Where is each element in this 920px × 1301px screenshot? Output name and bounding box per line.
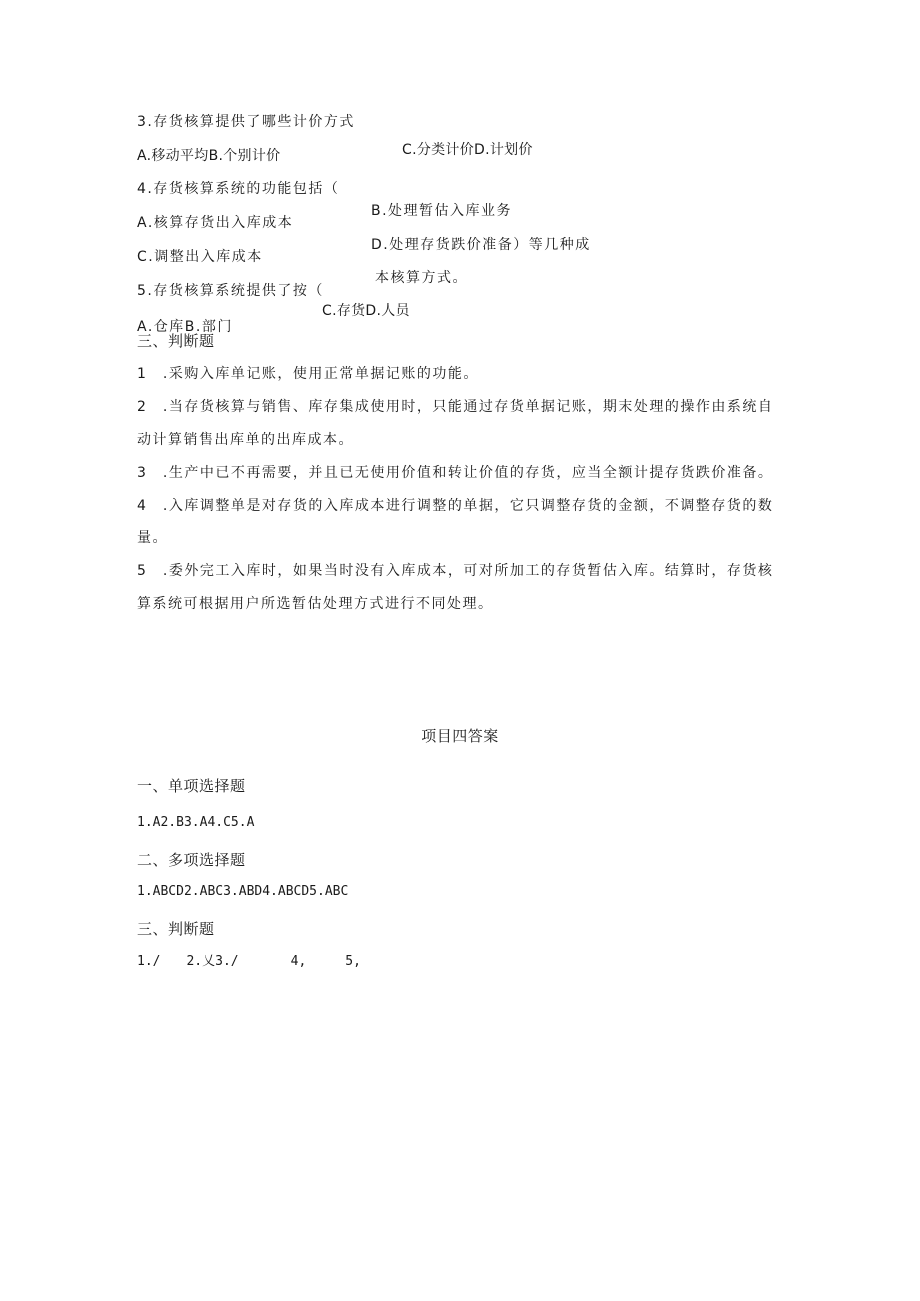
question-4-option-b: B.处理暂估入库业务 [371,203,513,219]
answers-judgement-heading: 三、判断题 [137,920,215,938]
judgement-item-5-continued: 算系统可根据用户所选暂估处理方式进行不同处理。 [137,596,494,612]
question-3-stem: 3.存货核算提供了哪些计价方式 [137,114,355,130]
answers-multiple-choice-line: 1.ABCD2.ABC3.ABD4.ABCD5.ABC [137,884,349,899]
answers-judgement-line: 1./ 2.乂3./ 4, 5, [137,954,361,969]
question-3-options-ab: A.移动平均B.个别计价 [137,148,281,164]
question-4-stem: 4.存货核算系统的功能包括（ [137,181,340,197]
answers-single-choice-heading: 一、单项选择题 [137,777,246,795]
judgement-item-2: 2 .当存货核算与销售、库存集成使用时，只能通过存货单据记账，期末处理的操作由系统自 [137,399,774,415]
answers-title: 项目四答案 [421,727,499,745]
question-4-option-a: A.核算存货出入库成本 [137,215,294,231]
judgement-item-1: 1 .采购入库单记账，使用正常单据记账的功能。 [137,366,479,382]
judgement-item-3: 3 .生产中已不再需要，并且已无使用价值和转让价值的存货，应当全额计提存货跌价准备。 [137,465,774,481]
question-4-option-d-continued: 本核算方式。 [375,270,468,286]
question-3-options-cd: C.分类计价D.计划价 [402,142,533,158]
question-5-options-ab-clipped: A.仓库B.部门 [137,319,233,335]
judgement-item-5: 5 .委外完工入库时，如果当时没有入库成本，可对所加工的存货暂估入库。结算时，存货核 [137,563,774,579]
answers-multiple-choice-heading: 二、多项选择题 [137,851,246,869]
judgement-item-4-continued: 量。 [137,530,168,546]
question-5-options-cd: C.存货D.人员 [322,303,410,319]
judgement-item-2-continued: 动计算销售出库单的出库成本。 [137,432,354,448]
judgement-item-4: 4 .入库调整单是对存货的入库成本进行调整的单据，它只调整存货的金额，不调整存货的数 [137,498,774,514]
question-4-option-d: D.处理存货跌价准备）等几种成 [371,237,591,253]
question-4-option-c: C.调整出入库成本 [137,249,263,265]
judgement-heading: 三、判断题 [137,332,215,350]
question-5-stem: 5.存货核算系统提供了按（ [137,283,324,299]
answers-single-choice-line: 1.A2.B3.A4.C5.A [137,815,255,830]
